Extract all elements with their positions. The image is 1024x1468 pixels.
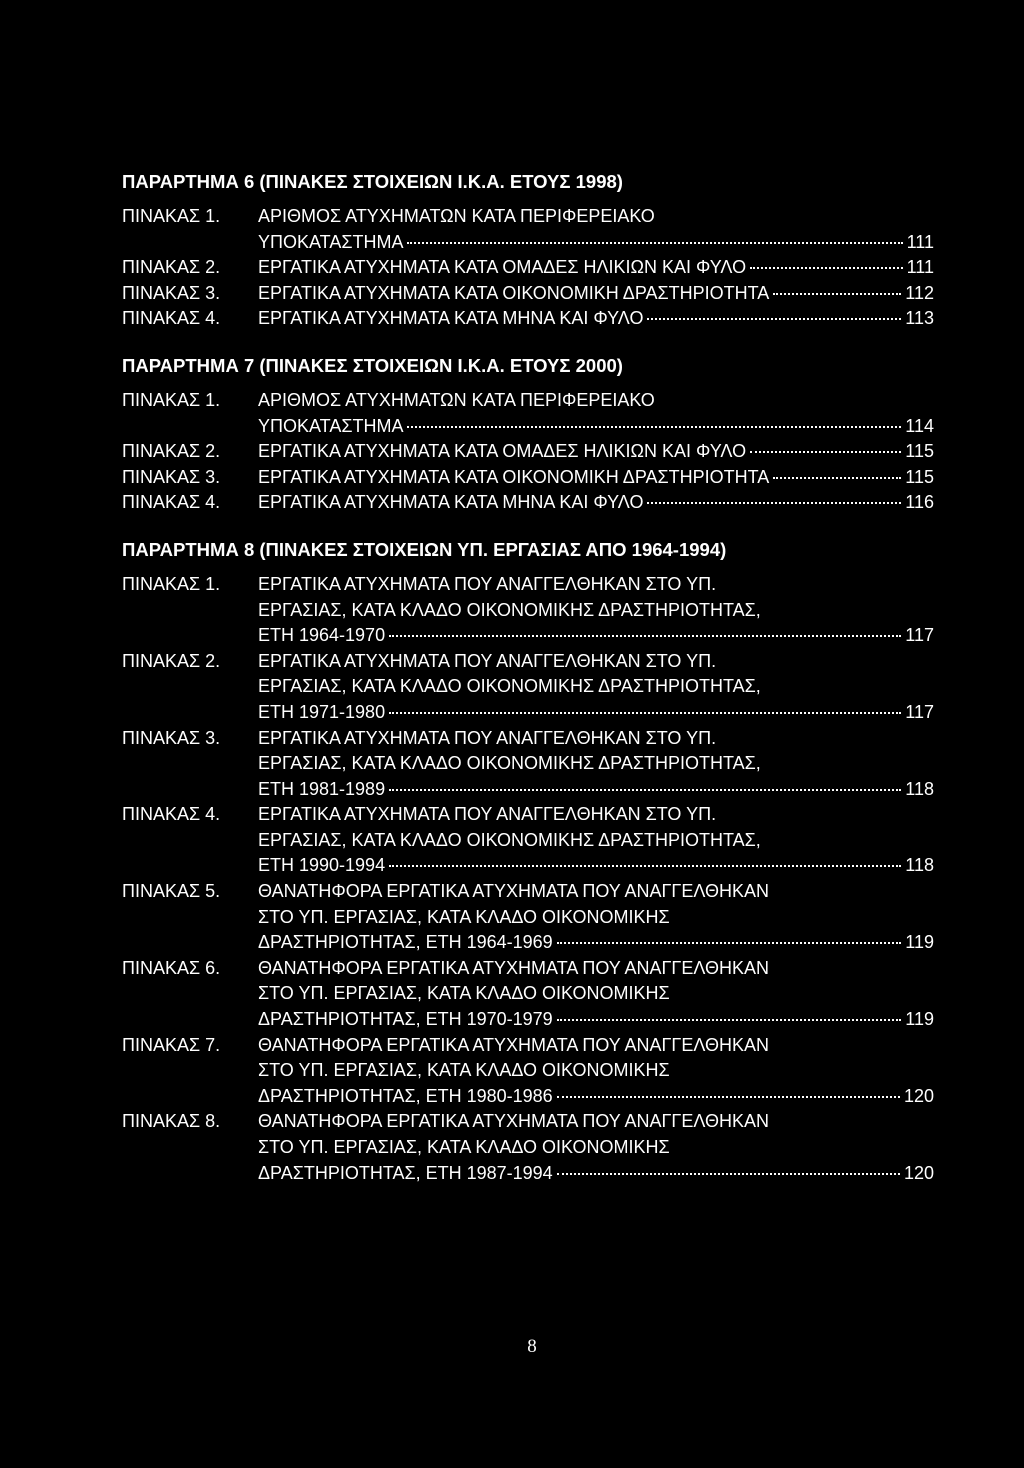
dot-leader: [557, 1096, 900, 1098]
entry-text: ΕΡΓΑΤΙΚΑ ΑΤΥΧΗΜΑΤΑ ΚΑΤΑ ΟΙΚΟΝΟΜΙΚΗ ΔΡΑΣΤΗΡΙΟΤΗΤΑ: [258, 466, 770, 487]
dot-leader: [750, 267, 903, 269]
dot-leader: [407, 426, 901, 428]
entry-page-number: 114: [905, 415, 934, 436]
entry-line: ΕΡΓΑΤΙΚΑ ΑΤΥΧΗΜΑΤΑ ΠΟΥ ΑΝΑΓΓΕΛΘΗΚΑΝ ΣΤΟ ΥΠ.: [258, 650, 717, 671]
section-title: ΠΑΡΑΡΤΗΜΑ 8 (ΠΙΝΑΚΕΣ ΣΤΟΙΧΕΙΩΝ ΥΠ. ΕΡΓΑΣΙΑΣ ΑΠΟ 1964-1994): [122, 538, 727, 560]
section-title: ΠΑΡΑΡΤΗΜΑ 7 (ΠΙΝΑΚΕΣ ΣΤΟΙΧΕΙΩΝ Ι.Κ.Α. ΕΤΟΥΣ 2000): [122, 354, 623, 376]
entry-body: [258, 388, 934, 439]
dot-leader: [389, 789, 901, 791]
entry-body: [258, 281, 934, 307]
entry-body: [258, 879, 934, 956]
entry-label: ΠΙΝΑΚΑΣ 8.: [122, 1111, 221, 1132]
entry-body: [258, 649, 934, 726]
dot-leader: [773, 477, 901, 479]
entry-page-number: 119: [905, 1009, 934, 1030]
entry-page-number: 111: [906, 257, 934, 278]
dot-leader: [557, 942, 902, 944]
entry-body: [258, 465, 934, 491]
entry-last-line: [258, 1084, 934, 1110]
entry-page-number: 112: [905, 282, 934, 303]
entry-line: ΕΡΓΑΤΙΚΑ ΑΤΥΧΗΜΑΤΑ ΠΟΥ ΑΝΑΓΓΕΛΘΗΚΑΝ ΣΤΟ ΥΠ.: [258, 573, 717, 594]
dot-leader: [557, 1173, 900, 1175]
page-number: 8: [527, 1336, 537, 1357]
entry-line: ΕΡΓΑΤΙΚΑ ΑΤΥΧΗΜΑΤΑ ΠΟΥ ΑΝΑΓΓΕΛΘΗΚΑΝ ΣΤΟ ΥΠ.: [258, 804, 717, 825]
entry-label: ΠΙΝΑΚΑΣ 2.: [122, 257, 221, 278]
toc-entry: [122, 490, 934, 516]
entry-text: ΕΤΗ 1990-1994: [258, 855, 386, 876]
entry-last-line: [258, 306, 934, 332]
dot-leader: [750, 451, 901, 453]
entry-line: ΑΡΙΘΜΟΣ ΑΤΥΧΗΜΑΤΩΝ ΚΑΤΑ ΠΕΡΙΦΕΡΕΙΑΚΟ: [258, 206, 655, 226]
entry-line: ΑΡΙΘΜΟΣ ΑΤΥΧΗΜΑΤΩΝ ΚΑΤΑ ΠΕΡΙΦΕΡΕΙΑΚΟ: [258, 389, 655, 410]
entry-text: ΕΤΗ 1971-1980: [258, 701, 386, 722]
toc-entry: [122, 1109, 934, 1186]
entry-text: ΕΡΓΑΤΙΚΑ ΑΤΥΧΗΜΑΤΑ ΚΑΤΑ ΟΙΚΟΝΟΜΙΚΗ ΔΡΑΣΤΗΡΙΟΤΗΤΑ: [258, 282, 770, 303]
entry-label: ΠΙΝΑΚΑΣ 4.: [122, 492, 221, 513]
toc-section: [122, 354, 934, 516]
entry-body: [258, 1109, 934, 1186]
entry-text: ΕΡΓΑΤΙΚΑ ΑΤΥΧΗΜΑΤΑ ΚΑΤΑ ΜΗΝΑ ΚΑΙ ΦΥΛΟ: [258, 492, 644, 513]
toc-entry: [122, 439, 934, 465]
entry-last-line: [258, 853, 934, 879]
entry-page-number: 120: [903, 1162, 934, 1183]
entry-label: ΠΙΝΑΚΑΣ 4.: [122, 308, 221, 329]
entry-line: ΘΑΝΑΤΗΦΟΡΑ ΕΡΓΑΤΙΚΑ ΑΤΥΧΗΜΑΤΑ ΠΟΥ ΑΝΑΓΓΕΛΘΗΚΑΝ: [258, 881, 769, 902]
entry-label: ΠΙΝΑΚΑΣ 5.: [122, 881, 221, 902]
toc-entry: [122, 255, 934, 281]
entry-page-number: 118: [905, 778, 934, 799]
section-title: ΠΑΡΑΡΤΗΜΑ 6 (ΠΙΝΑΚΕΣ ΣΤΟΙΧΕΙΩΝ Ι.Κ.Α. ΕΤΟΥΣ 1998): [122, 171, 623, 192]
entry-body: [258, 802, 934, 879]
entry-page-number: 120: [903, 1085, 934, 1106]
toc-section: [122, 538, 934, 1186]
entry-page-number: 113: [905, 308, 934, 329]
toc-entry: [122, 281, 934, 307]
entry-last-line: [258, 700, 934, 726]
table-of-contents: [122, 170, 934, 1208]
toc-entry: [122, 204, 934, 255]
dot-leader: [773, 293, 901, 295]
entry-line: ΘΑΝΑΤΗΦΟΡΑ ΕΡΓΑΤΙΚΑ ΑΤΥΧΗΜΑΤΑ ΠΟΥ ΑΝΑΓΓΕΛΘΗΚΑΝ: [258, 1111, 769, 1132]
entry-last-line: [258, 930, 934, 956]
toc-entry: [122, 956, 934, 1033]
entry-last-line: [258, 230, 934, 256]
entry-line: ΕΡΓΑΣΙΑΣ, ΚΑΤΑ ΚΛΑΔΟ ΟΙΚΟΝΟΜΙΚΗΣ ΔΡΑΣΤΗΡΙΟΤΗΤΑΣ,: [258, 676, 761, 697]
entry-body: [258, 439, 934, 465]
toc-entry: [122, 879, 934, 956]
entry-page-number: 117: [905, 625, 934, 646]
entry-last-line: [258, 490, 934, 516]
entry-last-line: [258, 255, 934, 281]
toc-entry: [122, 726, 934, 803]
entry-label: ΠΙΝΑΚΑΣ 7.: [122, 1034, 221, 1055]
entry-label: ΠΙΝΑΚΑΣ 2.: [122, 650, 221, 671]
entry-last-line: [258, 281, 934, 307]
entry-line: ΣΤΟ ΥΠ. ΕΡΓΑΣΙΑΣ, ΚΑΤΑ ΚΛΑΔΟ ΟΙΚΟΝΟΜΙΚΗΣ: [258, 983, 670, 1004]
entry-line: ΘΑΝΑΤΗΦΟΡΑ ΕΡΓΑΤΙΚΑ ΑΤΥΧΗΜΑΤΑ ΠΟΥ ΑΝΑΓΓΕΛΘΗΚΑΝ: [258, 1034, 769, 1055]
entry-line: ΕΡΓΑΣΙΑΣ, ΚΑΤΑ ΚΛΑΔΟ ΟΙΚΟΝΟΜΙΚΗΣ ΔΡΑΣΤΗΡΙΟΤΗΤΑΣ,: [258, 829, 761, 850]
entry-body: [258, 306, 934, 332]
dot-leader: [647, 502, 901, 504]
entry-body: [258, 1033, 934, 1110]
dot-leader: [647, 318, 901, 320]
toc-entry: [122, 388, 934, 439]
entry-last-line: [258, 414, 934, 440]
entry-label: ΠΙΝΑΚΑΣ 4.: [122, 804, 221, 825]
entry-line: ΣΤΟ ΥΠ. ΕΡΓΑΣΙΑΣ, ΚΑΤΑ ΚΛΑΔΟ ΟΙΚΟΝΟΜΙΚΗΣ: [258, 906, 670, 927]
entry-label: ΠΙΝΑΚΑΣ 1.: [122, 206, 221, 226]
entry-text: ΕΡΓΑΤΙΚΑ ΑΤΥΧΗΜΑΤΑ ΚΑΤΑ ΟΜΑΔΕΣ ΗΛΙΚΙΩΝ ΚΑΙ ΦΥΛΟ: [258, 257, 747, 278]
entry-body: [258, 490, 934, 516]
entry-text: ΥΠΟΚΑΤΑΣΤΗΜΑ: [258, 231, 404, 252]
entry-last-line: [258, 1161, 934, 1187]
entry-text: ΕΤΗ 1981-1989: [258, 778, 386, 799]
entry-last-line: [258, 465, 934, 491]
entry-page-number: 119: [905, 932, 934, 953]
dot-leader: [389, 635, 901, 637]
entry-last-line: [258, 777, 934, 803]
entry-text: ΕΡΓΑΤΙΚΑ ΑΤΥΧΗΜΑΤΑ ΚΑΤΑ ΜΗΝΑ ΚΑΙ ΦΥΛΟ: [258, 308, 644, 329]
toc-entry: [122, 572, 934, 649]
entry-page-number: 118: [905, 855, 934, 876]
entry-page-number: 116: [905, 492, 934, 513]
toc-entry: [122, 802, 934, 879]
dot-leader: [389, 712, 901, 714]
entry-label: ΠΙΝΑΚΑΣ 3.: [122, 466, 221, 487]
entry-body: [258, 726, 934, 803]
entry-body: [258, 204, 934, 255]
entry-last-line: [258, 623, 934, 649]
toc-section: [122, 170, 934, 332]
dot-leader: [389, 865, 901, 867]
entry-line: ΕΡΓΑΣΙΑΣ, ΚΑΤΑ ΚΛΑΔΟ ΟΙΚΟΝΟΜΙΚΗΣ ΔΡΑΣΤΗΡΙΟΤΗΤΑΣ,: [258, 599, 761, 620]
entry-label: ΠΙΝΑΚΑΣ 1.: [122, 573, 221, 594]
entry-text: ΕΤΗ 1964-1970: [258, 625, 386, 646]
entry-text: ΥΠΟΚΑΤΑΣΤΗΜΑ: [258, 415, 404, 436]
entry-text: ΔΡΑΣΤΗΡΙΟΤΗΤΑΣ, ΕΤΗ 1987-1994: [258, 1162, 553, 1183]
entry-text: ΔΡΑΣΤΗΡΙΟΤΗΤΑΣ, ΕΤΗ 1980-1986: [258, 1085, 553, 1106]
entry-last-line: [258, 439, 934, 465]
entry-page-number: 115: [905, 466, 934, 487]
toc-entry: [122, 1033, 934, 1110]
toc-entry: [122, 649, 934, 726]
entry-label: ΠΙΝΑΚΑΣ 6.: [122, 957, 221, 978]
entry-line: ΣΤΟ ΥΠ. ΕΡΓΑΣΙΑΣ, ΚΑΤΑ ΚΛΑΔΟ ΟΙΚΟΝΟΜΙΚΗΣ: [258, 1137, 670, 1157]
entry-label: ΠΙΝΑΚΑΣ 3.: [122, 727, 221, 748]
entry-label: ΠΙΝΑΚΑΣ 3.: [122, 282, 221, 303]
entry-page-number: 115: [905, 441, 934, 462]
entry-line: ΕΡΓΑΣΙΑΣ, ΚΑΤΑ ΚΛΑΔΟ ΟΙΚΟΝΟΜΙΚΗΣ ΔΡΑΣΤΗΡΙΟΤΗΤΑΣ,: [258, 753, 761, 774]
entry-body: [258, 572, 934, 649]
entry-text: ΕΡΓΑΤΙΚΑ ΑΤΥΧΗΜΑΤΑ ΚΑΤΑ ΟΜΑΔΕΣ ΗΛΙΚΙΩΝ ΚΑΙ ΦΥΛΟ: [258, 441, 747, 462]
entry-text: ΔΡΑΣΤΗΡΙΟΤΗΤΑΣ, ΕΤΗ 1970-1979: [258, 1009, 553, 1030]
entry-line: ΘΑΝΑΤΗΦΟΡΑ ΕΡΓΑΤΙΚΑ ΑΤΥΧΗΜΑΤΑ ΠΟΥ ΑΝΑΓΓΕΛΘΗΚΑΝ: [258, 957, 769, 978]
entry-label: ΠΙΝΑΚΑΣ 2.: [122, 441, 221, 462]
entry-text: ΔΡΑΣΤΗΡΙΟΤΗΤΑΣ, ΕΤΗ 1964-1969: [258, 932, 553, 953]
entry-body: [258, 255, 934, 281]
entry-line: ΕΡΓΑΤΙΚΑ ΑΤΥΧΗΜΑΤΑ ΠΟΥ ΑΝΑΓΓΕΛΘΗΚΑΝ ΣΤΟ ΥΠ.: [258, 727, 717, 748]
entry-last-line: [258, 1007, 934, 1033]
dot-leader: [557, 1019, 902, 1021]
toc-entry: [122, 465, 934, 491]
entry-line: ΣΤΟ ΥΠ. ΕΡΓΑΣΙΑΣ, ΚΑΤΑ ΚΛΑΔΟ ΟΙΚΟΝΟΜΙΚΗΣ: [258, 1060, 670, 1081]
entry-label: ΠΙΝΑΚΑΣ 1.: [122, 389, 221, 410]
dot-leader: [407, 242, 902, 244]
entry-page-number: 117: [905, 701, 934, 722]
entry-page-number: 111: [906, 231, 934, 252]
toc-entry: [122, 306, 934, 332]
entry-body: [258, 956, 934, 1033]
